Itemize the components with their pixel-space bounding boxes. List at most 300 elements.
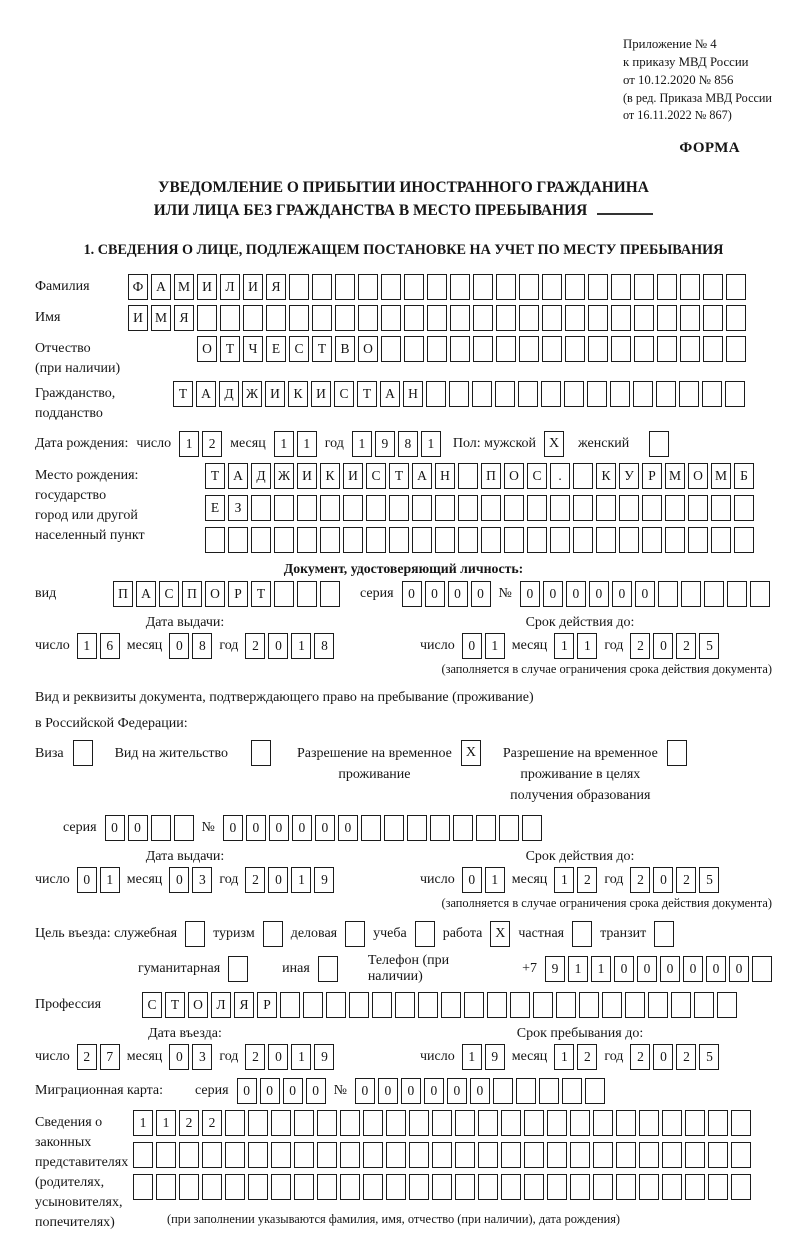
given-name-boxes [128, 305, 746, 331]
char-box [435, 527, 455, 553]
doc-series-boxes [402, 581, 491, 607]
char-box [639, 1142, 659, 1168]
valid-month-boxes [554, 633, 597, 659]
char-box [317, 1142, 337, 1168]
char-box [458, 495, 478, 521]
month-label: месяц [511, 871, 548, 887]
char-box: С [159, 581, 179, 607]
char-box: 9 [485, 1044, 505, 1070]
char-box: Т [357, 381, 377, 407]
option-temp-residence-education [503, 740, 687, 806]
char-box [679, 381, 699, 407]
char-box: 0 [729, 956, 749, 982]
citizenship-row [35, 381, 772, 424]
char-box [550, 495, 570, 521]
char-box [688, 495, 708, 521]
entry-dates [35, 1026, 772, 1070]
residence-number-label: № [201, 819, 215, 835]
char-box: 5 [699, 1044, 719, 1070]
char-box [703, 305, 723, 331]
char-box [547, 1174, 567, 1200]
purpose-other-label: иная [282, 960, 310, 976]
patronymic-label: Отчество (при наличии) [35, 341, 121, 377]
char-box: И [297, 463, 317, 489]
char-box [688, 527, 708, 553]
char-box: П [182, 581, 202, 607]
char-box [610, 381, 630, 407]
char-box: 5 [699, 867, 719, 893]
char-box: 1 [568, 956, 588, 982]
char-box [381, 274, 401, 300]
residence-number-boxes [223, 815, 542, 841]
char-box [205, 527, 225, 553]
char-box: 0 [425, 581, 445, 607]
residence-doc-intro: Вид и реквизиты документа, подтверждающего право на пребывание (проживание) в Российской Федерации: [35, 690, 534, 731]
phone-label: Телефон (при наличии) [367, 952, 450, 984]
char-box [616, 1110, 636, 1136]
purpose-work-label: работа [442, 925, 483, 941]
char-box [547, 1142, 567, 1168]
char-box [455, 1142, 475, 1168]
temp-residence-education-checkbox [667, 740, 687, 766]
char-box: 0 [470, 1078, 490, 1104]
char-box [197, 305, 217, 331]
char-box [312, 274, 332, 300]
year-label: год [219, 638, 239, 654]
char-box: Ж [242, 381, 262, 407]
identity-doc-heading: Документ, удостоверяющий личность: [283, 561, 524, 577]
char-box [312, 305, 332, 331]
char-box: 2 [676, 867, 696, 893]
purpose-transit-checkbox [654, 921, 674, 947]
char-box [587, 381, 607, 407]
char-box [156, 1142, 176, 1168]
char-box [472, 381, 492, 407]
char-box [179, 1174, 199, 1200]
char-box [665, 495, 685, 521]
char-box [518, 381, 538, 407]
char-box [734, 527, 754, 553]
profession-boxes [142, 992, 737, 1018]
entry-purpose-row2 [138, 953, 772, 985]
char-box: 0 [378, 1078, 398, 1104]
char-box: 0 [315, 815, 335, 841]
char-box [409, 1142, 429, 1168]
char-box [726, 274, 746, 300]
char-box [317, 1174, 337, 1200]
char-box: 1 [274, 431, 294, 457]
char-box [658, 581, 678, 607]
char-box [619, 495, 639, 521]
char-box [320, 581, 340, 607]
birth-place-boxes-row2 [205, 495, 754, 521]
char-box: 9 [375, 431, 395, 457]
char-box: 1 [291, 633, 311, 659]
char-box [522, 815, 542, 841]
migration-series-label: серия [195, 1082, 229, 1098]
sex-female-checkbox [649, 431, 669, 457]
profession-row [35, 992, 772, 1018]
birth-place-boxes-row1 [205, 463, 754, 489]
purpose-private-label: частная [518, 925, 565, 941]
char-box [317, 1110, 337, 1136]
char-box: С [527, 463, 547, 489]
char-box [478, 1174, 498, 1200]
char-box [550, 527, 570, 553]
char-box [289, 305, 309, 331]
char-box: З [228, 495, 248, 521]
char-box: 0 [706, 956, 726, 982]
char-box [335, 305, 355, 331]
char-box: 2 [77, 1044, 97, 1070]
char-box [542, 336, 562, 362]
char-box [432, 1142, 452, 1168]
char-box [274, 527, 294, 553]
char-box: Н [403, 381, 423, 407]
char-box [501, 1142, 521, 1168]
char-box [573, 527, 593, 553]
section1-heading: 1. СВЕДЕНИЯ О ЛИЦЕ, ПОДЛЕЖАЩЕМ ПОСТАНОВКЕ НА УЧЕТ ПО МЕСТУ ПРЕБЫВАНИЯ [83, 242, 724, 259]
purpose-tourism-label: туризм [213, 925, 255, 941]
char-box [303, 992, 323, 1018]
char-box [565, 336, 585, 362]
char-box [524, 1174, 544, 1200]
char-box [156, 1174, 176, 1200]
entry-month-boxes [169, 1044, 212, 1070]
char-box [642, 495, 662, 521]
char-box: 9 [314, 1044, 334, 1070]
char-box [662, 1174, 682, 1200]
birth-year-boxes [352, 431, 441, 457]
char-box: 2 [245, 867, 265, 893]
char-box [386, 1110, 406, 1136]
char-box: 0 [424, 1078, 444, 1104]
title-blank-line [597, 199, 653, 215]
char-box [634, 274, 654, 300]
char-box: И [128, 305, 148, 331]
amendment-line: от 16.11.2022 № 867) [623, 107, 732, 122]
char-box [427, 305, 447, 331]
char-box [458, 463, 478, 489]
char-box [294, 1174, 314, 1200]
doc-kind-label: вид [35, 586, 57, 602]
char-box: 0 [169, 867, 189, 893]
char-box [519, 305, 539, 331]
visa-label: Виза [35, 745, 64, 761]
representatives-label: Сведения о законных представителях (родителях, усыновителях, попечителях) [35, 1114, 129, 1230]
char-box [588, 274, 608, 300]
day-label: число [420, 871, 455, 887]
month-label: месяц [511, 638, 548, 654]
char-box [639, 1110, 659, 1136]
char-box [570, 1142, 590, 1168]
char-box [703, 336, 723, 362]
char-box [297, 495, 317, 521]
char-box: 8 [192, 633, 212, 659]
visa-checkbox [73, 740, 93, 766]
entry-purpose-label: Цель въезда: служебная [35, 925, 178, 941]
char-box: 0 [246, 815, 266, 841]
char-box: 0 [268, 867, 288, 893]
char-box: О [188, 992, 208, 1018]
char-box [596, 495, 616, 521]
char-box: 0 [355, 1078, 375, 1104]
char-box [243, 305, 263, 331]
char-box: 1 [554, 867, 574, 893]
char-box [225, 1174, 245, 1200]
char-box: Т [389, 463, 409, 489]
entry-purpose-row [35, 921, 772, 947]
char-box: 2 [245, 1044, 265, 1070]
stay-until-heading: Срок пребывания до: [516, 1025, 644, 1041]
char-box: 9 [314, 867, 334, 893]
entry-date-heading: Дата въезда: [148, 1025, 222, 1041]
char-box [564, 381, 584, 407]
year-label: год [324, 436, 344, 452]
form-title-line1: УВЕДОМЛЕНИЕ О ПРИБЫТИИ ИНОСТРАННОГО ГРАЖДАНИНА [158, 178, 649, 196]
residence-valid-year-boxes [630, 867, 719, 893]
char-box: 1 [179, 431, 199, 457]
stay-year-boxes [630, 1044, 719, 1070]
option-temp-residence [297, 740, 481, 785]
char-box [366, 495, 386, 521]
char-box [681, 581, 701, 607]
char-box [685, 1110, 705, 1136]
purpose-study-checkbox [415, 921, 435, 947]
char-box: 0 [128, 815, 148, 841]
char-box [481, 527, 501, 553]
char-box [616, 1174, 636, 1200]
char-box: Е [205, 495, 225, 521]
char-box [593, 1174, 613, 1200]
char-box: Д [251, 463, 271, 489]
month-label: месяц [230, 436, 266, 452]
char-box [412, 495, 432, 521]
purpose-other-checkbox [318, 956, 338, 982]
char-box: М [711, 463, 731, 489]
char-box: А [380, 381, 400, 407]
char-box: 1 [462, 1044, 482, 1070]
char-box: А [412, 463, 432, 489]
residence-permit-checkbox [251, 740, 271, 766]
doc-series-label: серия [360, 586, 394, 602]
char-box [731, 1174, 751, 1200]
char-box [579, 992, 599, 1018]
char-box: 0 [462, 633, 482, 659]
char-box: 2 [577, 867, 597, 893]
char-box [533, 992, 553, 1018]
char-box: Т [173, 381, 193, 407]
char-box [541, 381, 561, 407]
char-box: 1 [485, 633, 505, 659]
char-box: 0 [77, 867, 97, 893]
char-box [496, 305, 516, 331]
char-box [717, 992, 737, 1018]
valid-day-boxes [462, 633, 505, 659]
char-box [527, 527, 547, 553]
char-box: Р [228, 581, 248, 607]
char-box [361, 815, 381, 841]
char-box [297, 581, 317, 607]
char-box: 0 [268, 633, 288, 659]
char-box [727, 581, 747, 607]
char-box: 0 [566, 581, 586, 607]
char-box [280, 992, 300, 1018]
char-box [524, 1110, 544, 1136]
representatives-boxes [133, 1110, 751, 1200]
char-box: 1 [77, 633, 97, 659]
char-box: Я [174, 305, 194, 331]
char-box [271, 1174, 291, 1200]
char-box [274, 581, 294, 607]
day-label: число [35, 871, 70, 887]
char-box: 0 [237, 1078, 257, 1104]
phone-boxes [545, 956, 772, 982]
entry-year-boxes [245, 1044, 334, 1070]
char-box [711, 527, 731, 553]
char-box [404, 336, 424, 362]
amendment-line: (в ред. Приказа МВД России [623, 90, 772, 105]
residence-issue-block [35, 849, 420, 893]
char-box [542, 305, 562, 331]
char-box [519, 274, 539, 300]
char-box [225, 1110, 245, 1136]
order-requisites [623, 36, 772, 124]
profession-label: Профессия [35, 996, 102, 1012]
patronymic-row [35, 336, 772, 379]
char-box: 0 [292, 815, 312, 841]
char-box [432, 1174, 452, 1200]
char-box [496, 274, 516, 300]
char-box [366, 527, 386, 553]
char-box: 1 [577, 633, 597, 659]
char-box [386, 1174, 406, 1200]
char-box [343, 495, 363, 521]
form-title [35, 176, 772, 222]
char-box: И [243, 274, 263, 300]
char-box: А [151, 274, 171, 300]
char-box: 8 [314, 633, 334, 659]
char-box [133, 1174, 153, 1200]
char-box: 0 [338, 815, 358, 841]
char-box [685, 1142, 705, 1168]
char-box [248, 1174, 268, 1200]
char-box [731, 1110, 751, 1136]
identity-doc-row [35, 581, 772, 607]
char-box: Ф [128, 274, 148, 300]
char-box: 0 [447, 1078, 467, 1104]
char-box [588, 336, 608, 362]
char-box [294, 1142, 314, 1168]
char-box [320, 527, 340, 553]
birth-place-boxes-row3 [205, 527, 754, 553]
residence-issue-heading: Дата выдачи: [145, 848, 225, 864]
valid-year-boxes [630, 633, 719, 659]
char-box: 0 [637, 956, 657, 982]
char-box [174, 815, 194, 841]
char-box [294, 1110, 314, 1136]
char-box [151, 815, 171, 841]
representatives-row [35, 1110, 772, 1233]
entry-day-boxes [77, 1044, 120, 1070]
char-box [633, 381, 653, 407]
char-box [395, 992, 415, 1018]
char-box [704, 581, 724, 607]
char-box: 9 [545, 956, 565, 982]
day-label: число [420, 638, 455, 654]
char-box: 0 [169, 633, 189, 659]
char-box [588, 305, 608, 331]
char-box: И [343, 463, 363, 489]
char-box: 0 [653, 1044, 673, 1070]
requisite-line: к приказу МВД России [623, 54, 749, 69]
representatives-boxes-row3 [133, 1174, 751, 1200]
residence-issue-year-boxes [245, 867, 334, 893]
char-box: И [311, 381, 331, 407]
char-box [326, 992, 346, 1018]
char-box: 1 [100, 867, 120, 893]
char-box [731, 1142, 751, 1168]
residence-valid-heading: Срок действия до: [525, 848, 635, 864]
char-box [363, 1174, 383, 1200]
char-box [251, 527, 271, 553]
char-box [585, 1078, 605, 1104]
char-box [519, 336, 539, 362]
char-box [133, 1142, 153, 1168]
char-box [634, 305, 654, 331]
option-residence-permit [115, 740, 271, 767]
char-box [427, 336, 447, 362]
residence-doc-series-row [35, 815, 772, 841]
year-label: год [219, 1048, 239, 1064]
char-box: Т [165, 992, 185, 1018]
temp-residence-education-label: Разрешение на временное проживание в целях получения образования [502, 745, 658, 803]
char-box [495, 381, 515, 407]
char-box [565, 305, 585, 331]
char-box [481, 495, 501, 521]
char-box: 0 [269, 815, 289, 841]
char-box: Ч [243, 336, 263, 362]
temp-residence-checkbox: X [461, 740, 481, 766]
char-box [665, 527, 685, 553]
stay-until-block [420, 1026, 772, 1070]
birth-date-label: Дата рождения: [35, 436, 129, 452]
char-box [711, 495, 731, 521]
issue-month-boxes [169, 633, 212, 659]
char-box [510, 992, 530, 1018]
char-box [320, 495, 340, 521]
char-box [202, 1174, 222, 1200]
char-box [441, 992, 461, 1018]
char-box: С [334, 381, 354, 407]
char-box [680, 336, 700, 362]
char-box: 2 [245, 633, 265, 659]
stay-day-boxes [462, 1044, 505, 1070]
month-label: месяц [126, 638, 163, 654]
char-box: 2 [676, 633, 696, 659]
char-box [340, 1174, 360, 1200]
day-label: число [136, 436, 172, 452]
char-box: С [289, 336, 309, 362]
char-box [251, 495, 271, 521]
char-box: . [550, 463, 570, 489]
day-label: число [35, 1048, 70, 1064]
char-box [639, 1174, 659, 1200]
valid-until-heading: Срок действия до: [525, 615, 635, 631]
char-box: 0 [462, 867, 482, 893]
char-box [573, 463, 593, 489]
char-box [562, 1078, 582, 1104]
